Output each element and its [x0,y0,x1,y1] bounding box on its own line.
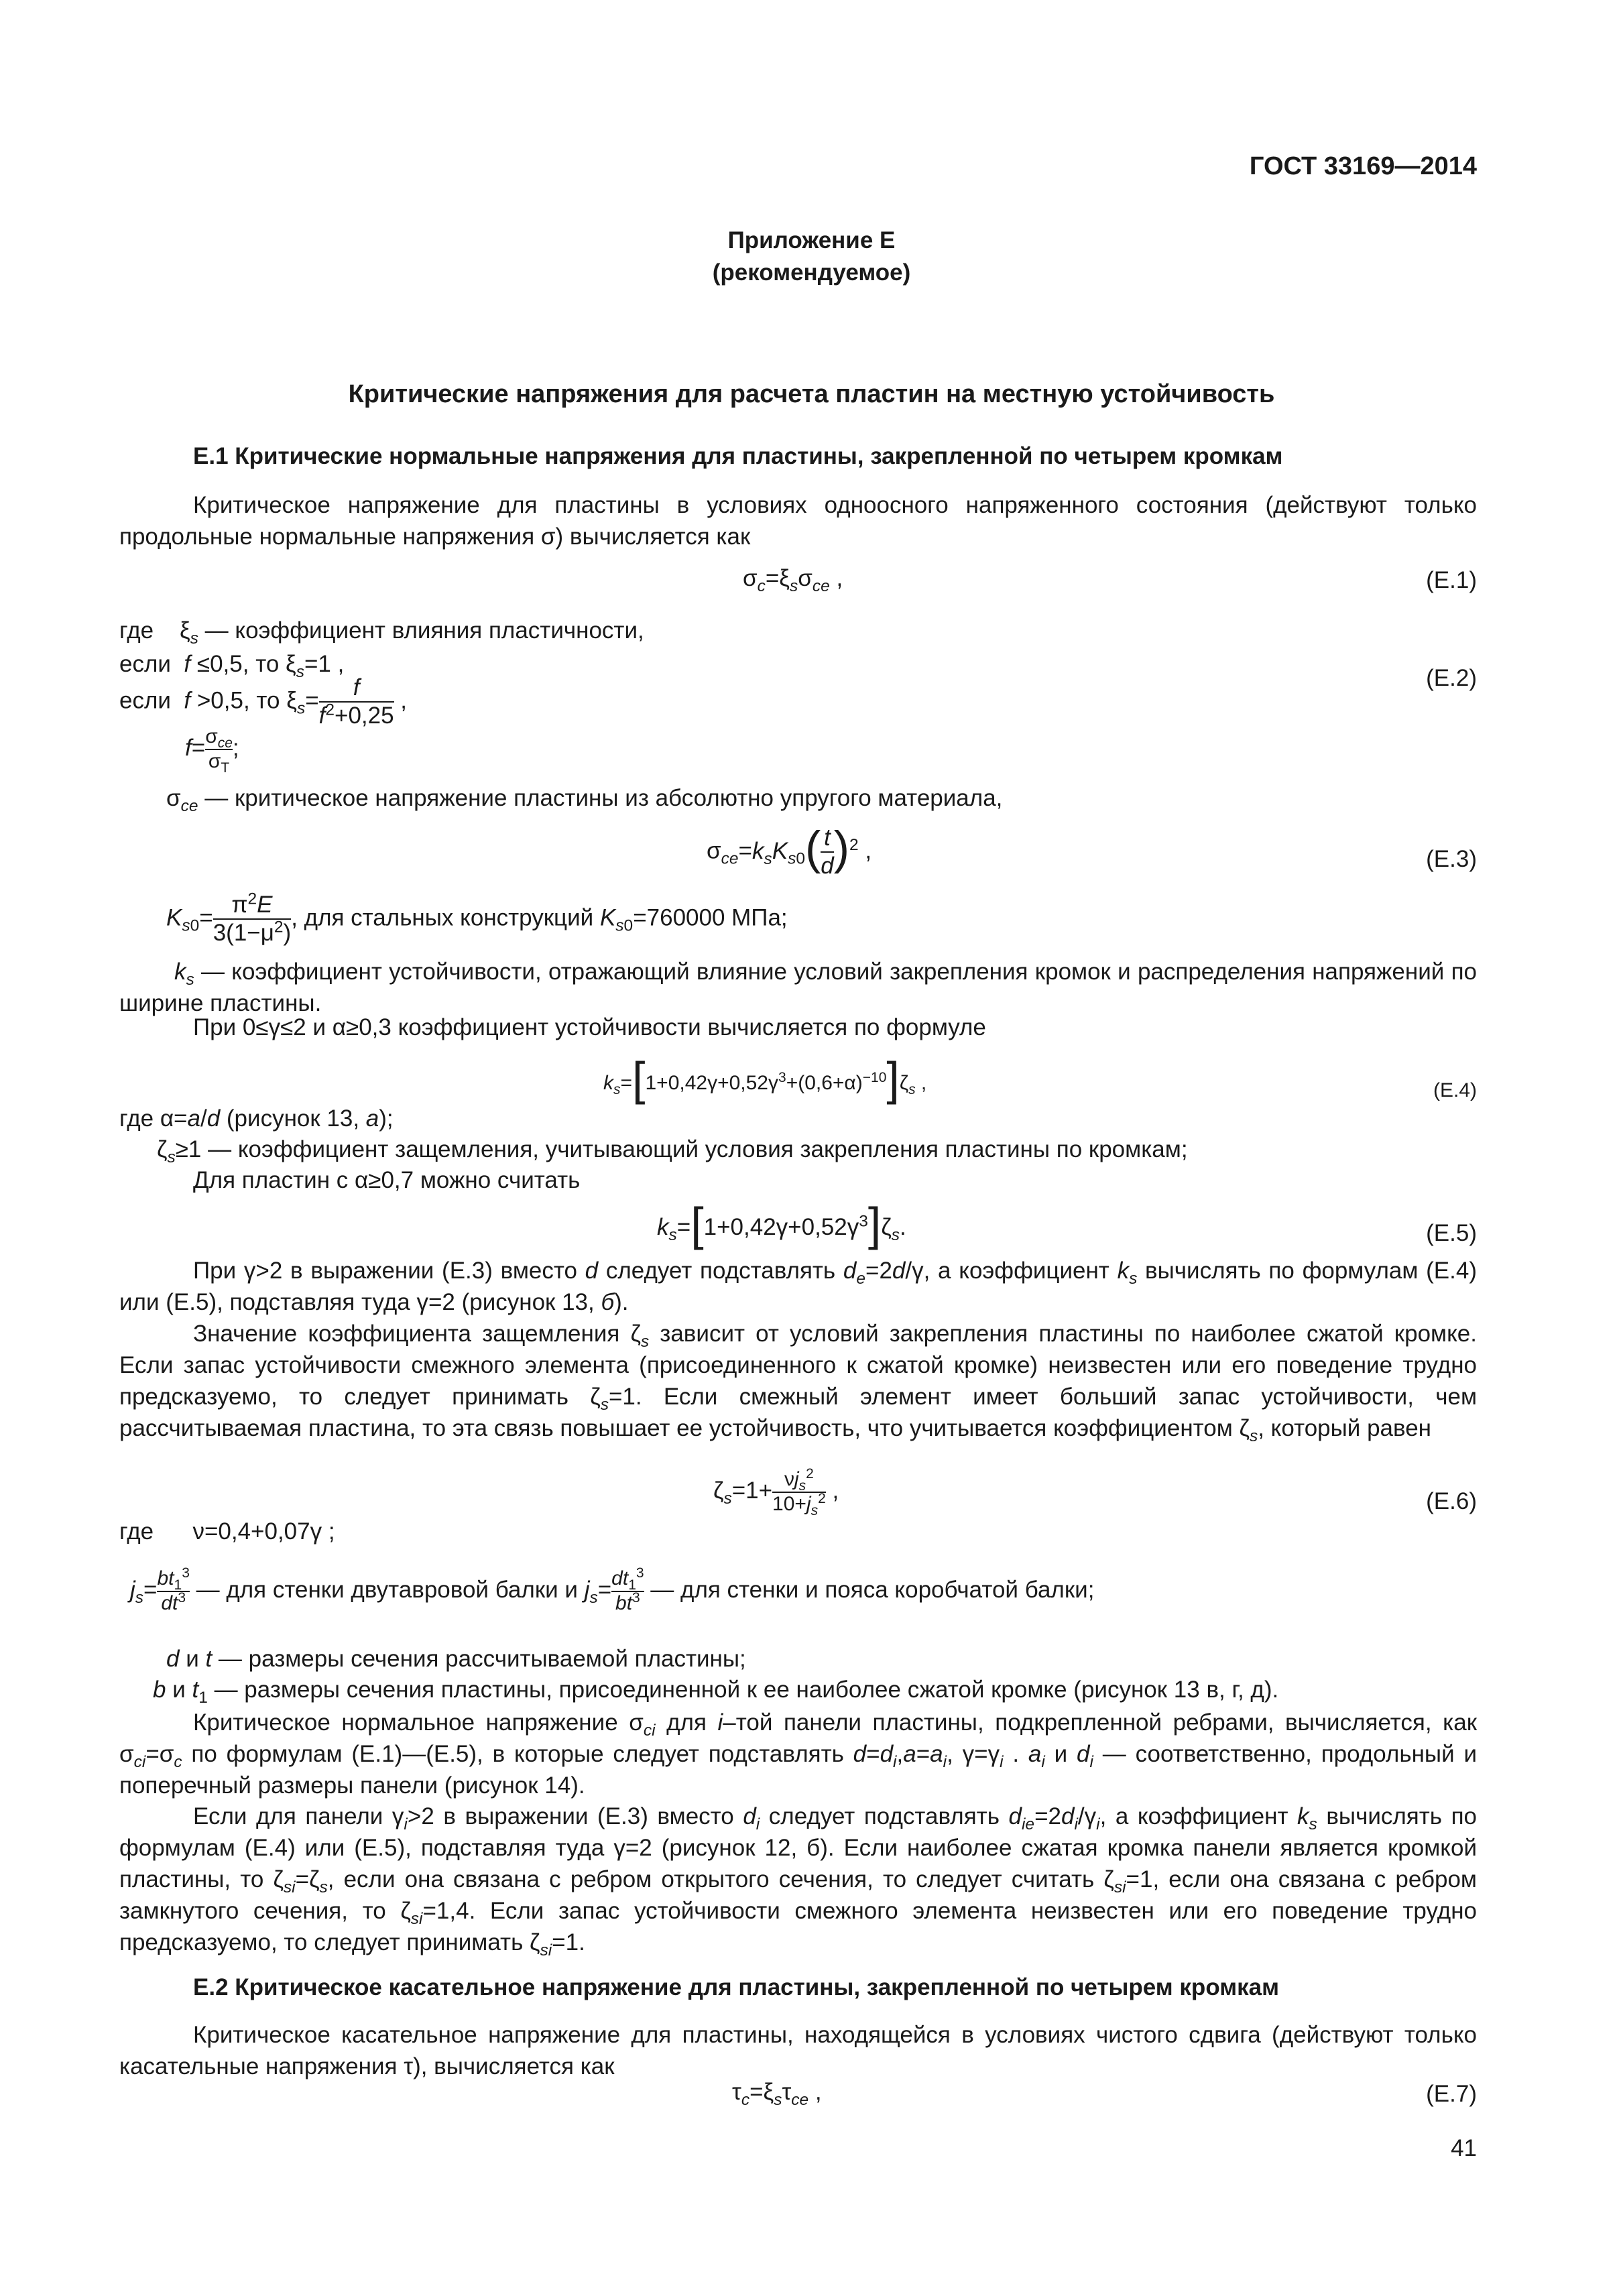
paragraph-e1-intro: Критическое напряжение для пластины в условиях одноосного напряженного состояния (действуют только продольные нормальные напряжения σ) вычисляется как [119,492,1477,550]
text-where-xi: где $\xi_s$ — коэффициент влияния пластичности, [119,617,644,648]
eq-number-e6: (Е.6) [1426,1488,1477,1514]
text-d-t-def: d и t — размеры сечения рассчитываемой пластины; [166,1646,746,1672]
formula-f-def: f= $\frac{\sigma_{ce}}{\sigma_T}$ ; [185,725,239,776]
text-formula-condition: При 0≤γ≤2 и α≥0,3 коэффициент устойчивости вычисляется по формуле [193,1014,986,1040]
formula-e5: $k_s=[1+0,42\gamma+0,52\gamma^3]\zeta_s$. [657,1198,906,1250]
formula-js: $j_s=$ $\frac{bt_1^3}{dt^3}$ — для стенки двутавровой балки и $j_s=$ $\frac{dt_1^3}{bt^3}$ — для стенки и пояса коробчатой балки; [130,1565,1095,1614]
formula-ks0: $K_{s0}=$ $\frac{\pi^2E}{3(1-\mu^2)}$ , для стальных конструкций $K_{s0}=760000$ МПа; [166,890,788,947]
standard-header: ГОСТ 33169—2014 [1249,152,1477,180]
paragraph-zeta: Значение коэффициента защемления $\zeta_s$ зависит от условий закрепления пластины по наиболее сжатой кромке. Если запас устойчивости смежного элемента (присоединенного к сжатой кромке) неизвестен или его поведение трудно предсказуемо, то следует принимать $\zeta_s=1$. Если смежный элемент имеет больший запас устойчивости, чем рассчитываемая пластина, то эта связь повышает ее устойчивость, что учитывается коэффициентом $\zeta_s$, который равен [119,1321,1478,1445]
paragraph-sigma-ci: Критическое нормальное напряжение $\sigma_{ci}$ для i–той панели пластины, подкрепленной ребрами, вычисляется, как $\sigma_{ci}=\sigma_c$ по формулам (Е.1)—(Е.5), в которые следует подставлять $d=d_i,a=a_i$, $\gamma=\gamma_i$ . $a_i$ и $d_i$ — соответственно, продольный и поперечный размеры панели (рисунок 14). [119,1709,1478,1799]
eq-number-e3: (Е.3) [1426,846,1477,872]
page-number: 41 [1451,2135,1477,2161]
main-title: Критические напряжения для расчета пластин на местную устойчивость [348,380,1275,408]
text-plates: Для пластин с α≥0,7 можно считать [193,1167,581,1193]
formula-e7: $\tau_c=\xi_s\tau_{ce}$ , [732,2079,822,2109]
text-sigma-ce-def: $\sigma_{ce}$ — критическое напряжение пластины из абсолютно упругого материала, [166,785,1003,815]
eq-number-e1: (Е.1) [1426,567,1477,593]
eq-number-e4: (Е.4) [1433,1079,1477,1101]
formula-e1: $\sigma_c=\xi_s\sigma_{ce}$ , [743,565,843,595]
section-e2-heading: Е.2 Критическое касательное напряжение для пластины, закрепленной по четырем кромкам [193,1974,1279,2000]
text-if-f-le: если f ≤0,5, то $\xi_s=1$ , [119,651,345,681]
eq-number-e7: (Е.7) [1426,2081,1477,2107]
text-ks-def: $k_s$ — коэффициент устойчивости, отражающий влияние условий закрепления кромок и распределения напряжений по ширине пластины. [119,959,1477,1016]
text-if-f-gt: если f >0,5, то $\xi_s=$ $\frac{f}{f^2+0,25}$ , [119,674,408,729]
formula-e4: $k_s=[1+0,42\gamma+0,52\gamma^3+(0,6+\alpha)^{-10}]\zeta_s$ , [603,1052,927,1105]
formula-nu: где ν=0,4+0,07γ ; [119,1518,335,1545]
eq-number-e5: (Е.5) [1426,1220,1477,1246]
formula-e3: $\sigma_{ce}=k_sK_{s0}$( $\frac{t}{d}$ )$^2$ , [707,821,872,880]
formula-e6: $\zeta_s=1+$ $\frac{\nu j_s^2}{10+j_s^2}$ , [713,1466,839,1518]
eq-number-e2: (Е.2) [1426,665,1477,691]
paragraph-gamma: При γ>2 в выражении (Е.3) вместо d следует подставлять $d_e=2d/\gamma$, а коэффициент $k_s$ вычислять по формулам (Е.4) или (Е.5), подставляя туда γ=2 (рисунок 13, б). [119,1258,1477,1315]
appendix-title: Приложение Е [727,227,896,253]
appendix-subtitle: (рекомендуемое) [712,259,911,286]
text-b-t1-def: b и $t_1$ — размеры сечения пластины, присоединенной к ее наиболее сжатой кромке (рисунок 13 в, г, д). [153,1677,1279,1707]
paragraph-e2-intro: Критическое касательное напряжение для пластины, находящейся в условиях чистого сдвига (действуют только касательные напряжения τ), вычисляется как [119,2022,1477,2079]
paragraph-panel: Если для панели $\gamma_i>2$ в выражении (Е.3) вместо $d_i$ следует подставлять $d_{ie}=2d_i/\gamma_i$, а коэффициент $k_s$ вычислять по формулам (Е.4) или (Е.5), подставляя туда γ=2 (рисунок 12, б). Если наиболее сжатая кромка панели является кромкой пластины, то $\zeta_{si}=\zeta_s$, если она связана с ребром открытого сечения, то следует считать $\zeta_{si}=1$, если она связана с ребром замкнутого сечения, то $\zeta_{si}=1,4$. Если запас устойчивости смежного элемента неизвестен или его поведение трудно предсказуемо, то следует принимать $\zeta_{si}=1$. [119,1803,1478,1959]
text-zeta-def: $\zeta_s\ge 1$ — коэффициент защемления, учитывающий условия закрепления пластины по кромкам; [157,1136,1188,1166]
section-e1-heading: Е.1 Критические нормальные напряжения для пластины, закрепленной по четырем кромкам [193,443,1283,469]
text-alpha-def: где α=a/d (рисунок 13, а); [119,1105,394,1132]
